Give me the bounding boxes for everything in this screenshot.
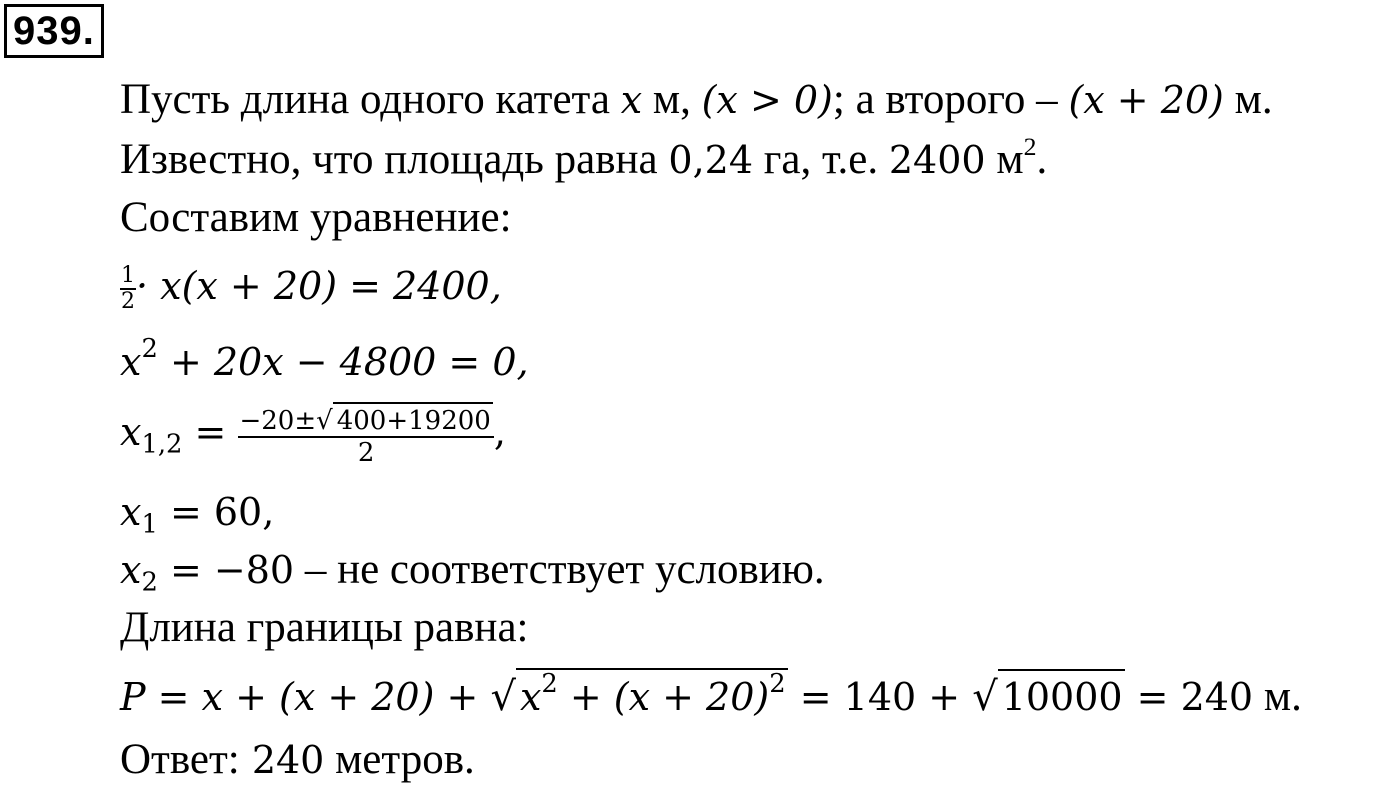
math-expr: (x + 20) — [1068, 78, 1224, 122]
sqrt — [316, 402, 493, 436]
text-segment: м. — [1234, 76, 1273, 123]
text-segment: м — [996, 136, 1024, 183]
subscript: 1 — [141, 509, 158, 540]
radical-icon: √ — [316, 406, 333, 436]
math-expr: + 20x − 4800 = 0, — [157, 340, 529, 384]
superscript: 2 — [769, 668, 786, 699]
subscript: 1,2 — [141, 429, 183, 460]
math-expr: + (x + 20) — [557, 675, 770, 719]
text-segment: м, — [652, 76, 691, 123]
radicand — [516, 668, 788, 721]
math-var: x — [120, 409, 142, 454]
line-condition-1 — [120, 76, 1273, 124]
answer-unit: метров. — [324, 736, 475, 783]
text-segment: Составим уравнение: — [120, 194, 512, 241]
radical-icon: √ — [972, 674, 998, 720]
equation-4 — [120, 488, 275, 540]
line-compose-equation — [120, 194, 512, 242]
superscript: 2 — [541, 668, 558, 699]
radicand: 10000 — [998, 669, 1125, 721]
answer-value: 240 — [239, 738, 325, 782]
text-segment: м. — [1253, 673, 1302, 720]
radicand: 400+19200 — [333, 402, 493, 436]
equation-1 — [120, 262, 502, 314]
fraction-half — [120, 264, 136, 314]
superscript: 2 — [141, 333, 158, 364]
equation-5 — [120, 546, 825, 598]
answer-line — [120, 736, 475, 784]
math-expr: = 140 + — [787, 675, 973, 719]
text-segment: Известно, что площадь равна — [120, 136, 658, 183]
text-segment: . — [1036, 136, 1048, 183]
math-expr: , — [493, 409, 506, 454]
equation-2 — [120, 333, 529, 386]
math-expr: = 60, — [157, 490, 275, 534]
sqrt-hypotenuse — [490, 668, 787, 721]
fraction-numerator: 1 — [121, 263, 135, 289]
math-var: x — [120, 548, 142, 592]
math-expr: (x > 0) — [701, 78, 833, 122]
line-perimeter-label — [120, 604, 528, 652]
equation-perimeter — [120, 668, 1302, 721]
math-expr: −20± — [239, 406, 317, 436]
line-condition-2 — [120, 131, 1048, 184]
problem-number: 939. — [4, 4, 104, 58]
fraction-denominator: 2 — [121, 289, 135, 315]
text-segment: га, т.е. — [763, 136, 879, 183]
text-segment: Длина границы равна: — [120, 604, 529, 651]
math-var: x — [620, 78, 643, 122]
subscript: 2 — [141, 567, 158, 598]
math-expr: P = x + (x + 20) + — [120, 675, 491, 719]
fraction-numerator — [238, 402, 493, 438]
radical-icon: √ — [490, 674, 516, 720]
math-expr: = — [182, 409, 239, 454]
superscript: 2 — [1023, 131, 1037, 161]
text-segment: – не соответствует условию. — [294, 546, 825, 593]
sqrt-10000 — [972, 669, 1124, 721]
math-number: 0,24 — [668, 138, 753, 182]
text-segment: ; а второго – — [832, 76, 1058, 123]
math-number: 2400 — [888, 138, 986, 182]
text-segment: Пусть длина одного катета — [120, 76, 610, 123]
math-var: x — [519, 675, 542, 719]
math-expr: · x(x + 20) = 2400, — [136, 264, 502, 308]
equation-3 — [120, 402, 506, 468]
fraction-denominator: 2 — [357, 438, 375, 468]
answer-label: Ответ: — [120, 736, 240, 783]
math-expr: = 240 — [1124, 675, 1254, 719]
math-var: x — [120, 340, 142, 384]
math-var: x — [120, 490, 142, 534]
math-expr: = −80 — [157, 548, 295, 592]
fraction-roots — [238, 402, 493, 468]
